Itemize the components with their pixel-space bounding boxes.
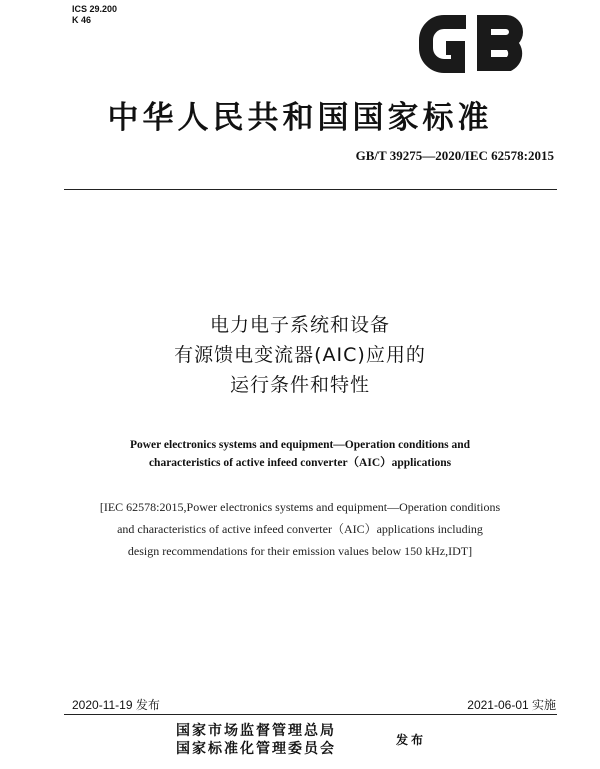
- issuing-authorities: [176, 722, 336, 758]
- international-equivalence: [0, 496, 600, 562]
- title-english: [0, 436, 600, 472]
- title-en-line: characteristics of active infeed converter（AIC）applications: [148, 457, 452, 469]
- title-cn-line: 运行条件和特性: [229, 374, 370, 396]
- publish-date: 2020-11-19 发布: [72, 698, 160, 712]
- gb-logo-text: GB: [414, 8, 416, 9]
- issuer-line: 国家标准化管理委员会: [176, 741, 336, 757]
- gb-logo-g-stroke: [426, 22, 466, 66]
- classification-codes: [72, 4, 117, 26]
- title-en-line: Power electronics systems and equipment—Operation conditions and: [129, 439, 471, 451]
- title-chinese: [0, 310, 600, 400]
- title-cn-line: 电力电子系统和设备: [209, 314, 390, 336]
- issuer-line: 国家市场监督管理总局: [176, 723, 336, 739]
- footer-divider: [64, 714, 557, 715]
- gb-logo: [414, 8, 532, 78]
- title-cn-line: 有源馈电变流器(AIC)应用的: [174, 344, 426, 366]
- implement-date: 2021-06-01 实施: [467, 698, 556, 712]
- standard-code: GB/T 39275—2020/IEC 62578:2015: [355, 148, 554, 163]
- equivalence-line: design recommendations for their emission values below 150 kHz,IDT]: [127, 544, 473, 558]
- equivalence-line: and characteristics of active infeed converter（AIC）applications including: [117, 522, 483, 536]
- ics-code: ICS 29.200: [72, 4, 118, 14]
- equivalence-line: [IEC 62578:2015,Power electronics systems and equipment—Operation conditions: [99, 500, 501, 514]
- publish-label: 发布: [396, 733, 427, 747]
- header-divider: [64, 189, 557, 190]
- standard-name: 中华人民共和国国家标准: [107, 100, 493, 136]
- ccs-code: K 46: [72, 15, 92, 25]
- gb-logo-b-stroke: [484, 15, 516, 71]
